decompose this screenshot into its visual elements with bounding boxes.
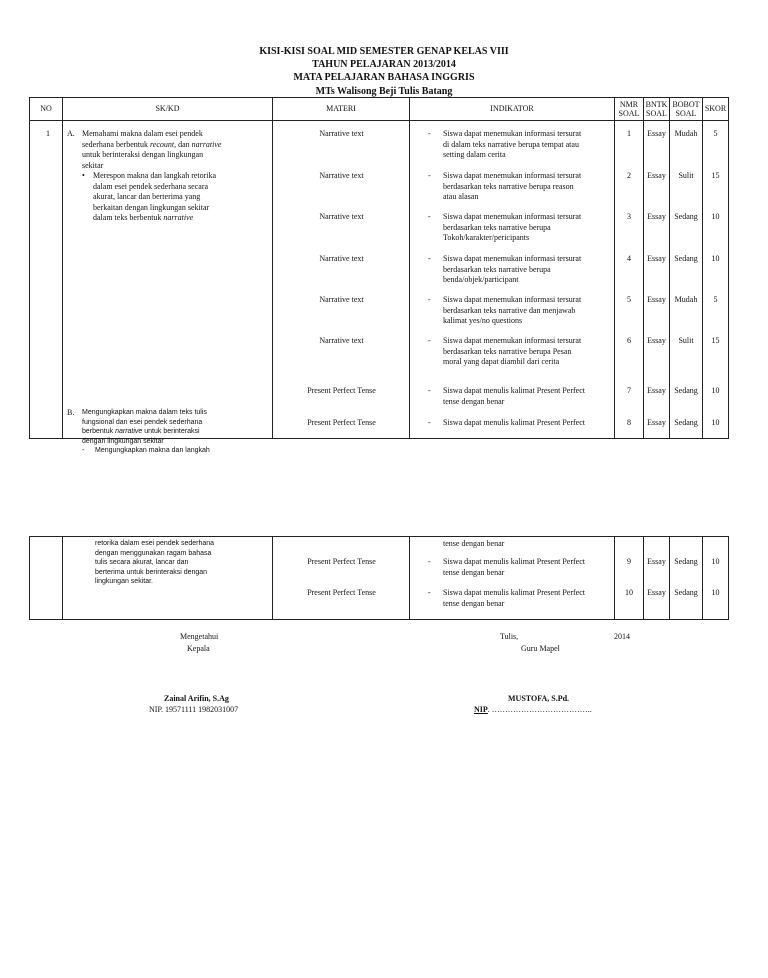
cell-nmr: [615, 537, 644, 620]
indikator-text: Siswa dapat menemukan informasi tersurat berdasarkan teks narrative berupa benda/objek/participant: [443, 254, 582, 284]
cell-materi: [273, 121, 410, 439]
bentuk-soal: Essay: [647, 336, 666, 345]
bobot-soal: Sedang: [674, 254, 698, 263]
bentuk-soal: Essay: [647, 171, 666, 180]
soal-number: 8: [627, 418, 631, 427]
dash-icon: -: [428, 557, 431, 566]
indikator-text: Siswa dapat menulis kalimat Present Perfect tense dengan benar: [443, 557, 585, 577]
skor-value: 5: [713, 295, 718, 304]
soal-number: 9: [627, 557, 631, 566]
soal-number: 4: [627, 254, 631, 263]
cell-bentuk: [644, 537, 670, 620]
skkd-a-bullet-text: Merespon makna dan langkah retorika dalam esei pendek sederhana secara akurat, lancar dan berterima yang berkaitan dengan lingkungan sekitar dalam teks berbentuk narrative: [93, 171, 217, 222]
skkd-b-continued-text: retorika dalam esei pendek sederhana dengan menggunakan ragam bahasa tulis secara akurat, lancar dan berterima untuk berinteraksi dengan lingkungan sekitar.: [95, 540, 215, 585]
bobot-soal: Sedang: [674, 386, 698, 395]
bentuk-soal: Essay: [647, 557, 666, 566]
soal-number: 5: [627, 295, 631, 304]
indikator-text: Siswa dapat menemukan informasi tersurat berdasarkan teks narrative berupa reason atau alasan: [443, 171, 582, 201]
bentuk-soal: Essay: [647, 418, 666, 427]
bobot-soal: Sulit: [678, 336, 694, 345]
table-row: [30, 537, 729, 620]
cell-skor: [703, 537, 729, 620]
materi-text: Present Perfect Tense: [307, 588, 376, 597]
bobot-soal: Sulit: [678, 171, 694, 180]
materi-text: Present Perfect Tense: [307, 418, 376, 427]
dash-icon: -: [428, 129, 431, 138]
kepala-nip: NIP. 19571111 1982031007: [149, 705, 239, 714]
title-line-3: MATA PELAJARAN BAHASA INGGRIS: [293, 72, 475, 83]
bentuk-soal: Essay: [647, 295, 666, 304]
kepala-name: Zainal Arifin, S.Ag: [164, 694, 229, 703]
materi-text: Present Perfect Tense: [307, 557, 376, 566]
dash-icon: -: [428, 336, 431, 345]
materi-text: Present Perfect Tense: [307, 386, 376, 395]
dash-icon: -: [428, 254, 431, 263]
soal-number: 3: [627, 212, 631, 221]
skkd-b-dash-text: Mengungkapkan makna dan langkah: [95, 447, 210, 454]
dash-icon: -: [428, 212, 431, 221]
skor-value: 5: [713, 129, 718, 138]
materi-text: Narrative text: [319, 171, 364, 180]
section-no: 1: [46, 129, 50, 138]
title-line-4: MTs Walisong Beji Tulis Batang: [315, 86, 453, 97]
indikator-continued: tense dengan benar: [443, 539, 505, 548]
title-line-2: TAHUN PELAJARAN 2013/2014: [312, 59, 456, 70]
bentuk-soal: Essay: [647, 254, 666, 263]
materi-text: Narrative text: [319, 254, 364, 263]
place-label: Tulis,: [500, 632, 519, 641]
dash-icon: -: [428, 588, 431, 597]
cell-no: [30, 537, 63, 620]
dash-icon: -: [428, 295, 431, 304]
soal-number: 10: [625, 588, 633, 597]
guru-name: MUSTOFA, S.Pd.: [508, 694, 570, 703]
cell-skkd: [63, 121, 273, 454]
skor-value: 15: [711, 171, 720, 180]
cell-materi: [273, 537, 410, 620]
soal-number: 7: [627, 386, 631, 395]
skor-value: 10: [711, 418, 720, 427]
bobot-soal: Sedang: [674, 212, 698, 221]
bentuk-soal: Essay: [647, 386, 666, 395]
skor-value: 10: [711, 588, 720, 597]
kisi-kisi-table-continued: [29, 536, 729, 620]
dash-icon: -: [428, 386, 431, 395]
bullet-icon: •: [82, 171, 85, 180]
bobot-soal: Sedang: [674, 557, 698, 566]
cell-bentuk: [644, 121, 670, 439]
bentuk-soal: Essay: [647, 129, 666, 138]
col-indikator: INDIKATOR: [410, 98, 615, 121]
bentuk-soal: Essay: [647, 588, 666, 597]
title-line-1: KISI-KISI SOAL MID SEMESTER GENAP KELAS VIII: [259, 46, 509, 57]
indikator-text: Siswa dapat menemukan informasi tersurat berdasarkan teks narrative berupa Tokoh/karakter/pericipants: [443, 212, 582, 242]
dash-icon: -: [428, 171, 431, 180]
dash-icon: -: [428, 418, 431, 427]
year-label: 2014: [614, 632, 630, 641]
col-bentuk-soal: BNTK SOAL: [644, 98, 670, 121]
skkd-b-text: Mengungkapkan makna dalam teks tulis fungsional dan esei pendek sederhana berbentuk narrative untuk berinteraksi dengan lingkungan sekitar: [82, 409, 207, 445]
cell-nmr: [615, 121, 644, 439]
skor-value: 10: [711, 386, 720, 395]
kepala-label: Kepala: [187, 644, 210, 653]
kisi-kisi-table: [29, 97, 729, 454]
col-materi: MATERI: [273, 98, 410, 121]
indikator-text: Siswa dapat menemukan informasi tersurat berdasarkan teks narrative dan menjawab kalimat yes/no questions: [443, 295, 582, 325]
cell-skor: [703, 121, 729, 439]
skor-value: 10: [711, 557, 720, 566]
dash-icon: -: [82, 447, 85, 454]
col-skkd: SK/KD: [63, 98, 273, 121]
table-row: [30, 121, 729, 439]
skkd-b-letter: B.: [67, 408, 75, 417]
col-no: NO: [30, 98, 63, 121]
guru-mapel-label: Guru Mapel: [521, 644, 560, 653]
skkd-a-text: Memahami makna dalam esei pendek sederhana berbentuk recount, dan narrative untuk berinteraksi dengan lingkungan sekitar: [82, 129, 222, 170]
cell-bobot: [670, 121, 703, 439]
cell-bobot: [670, 537, 703, 620]
bobot-soal: Mudah: [674, 295, 698, 304]
col-skor: SKOR: [703, 98, 729, 121]
skkd-a-letter: A.: [67, 129, 75, 138]
indikator-text: Siswa dapat menemukan informasi tersurat di dalam teks narrative berupa tempat atau setting dalam cerita: [443, 129, 582, 159]
soal-number: 1: [627, 129, 631, 138]
guru-nip: NIP. ………………………………..: [474, 705, 592, 714]
bentuk-soal: Essay: [647, 212, 666, 221]
mengetahui-label: Mengetahui: [180, 632, 219, 641]
bobot-soal: Mudah: [674, 129, 698, 138]
bobot-soal: Sedang: [674, 588, 698, 597]
skor-value: 15: [711, 336, 720, 345]
cell-indikator: [410, 537, 615, 620]
indikator-text: Siswa dapat menulis kalimat Present Perfect: [443, 418, 585, 427]
table-header-row: [30, 98, 729, 121]
bobot-soal: Sedang: [674, 418, 698, 427]
indikator-text: Siswa dapat menemukan informasi tersurat berdasarkan teks narrative berupa Pesan moral yang dapat diambil dari cerita: [443, 336, 582, 366]
materi-text: Narrative text: [319, 129, 364, 138]
soal-number: 6: [627, 336, 631, 345]
materi-text: Narrative text: [319, 212, 364, 221]
skor-value: 10: [711, 254, 720, 263]
materi-text: Narrative text: [319, 336, 364, 345]
materi-text: Narrative text: [319, 295, 364, 304]
cell-no: [30, 121, 63, 439]
col-bobot-soal: BOBOT SOAL: [670, 98, 703, 121]
indikator-text: Siswa dapat menulis kalimat Present Perfect tense dengan benar: [443, 588, 585, 608]
col-nmr-soal: NMR SOAL: [615, 98, 644, 121]
skor-value: 10: [711, 212, 720, 221]
cell-indikator: [410, 121, 615, 439]
indikator-text: Siswa dapat menulis kalimat Present Perfect tense dengan benar: [443, 386, 585, 406]
soal-number: 2: [627, 171, 631, 180]
cell-skkd: [63, 537, 273, 620]
